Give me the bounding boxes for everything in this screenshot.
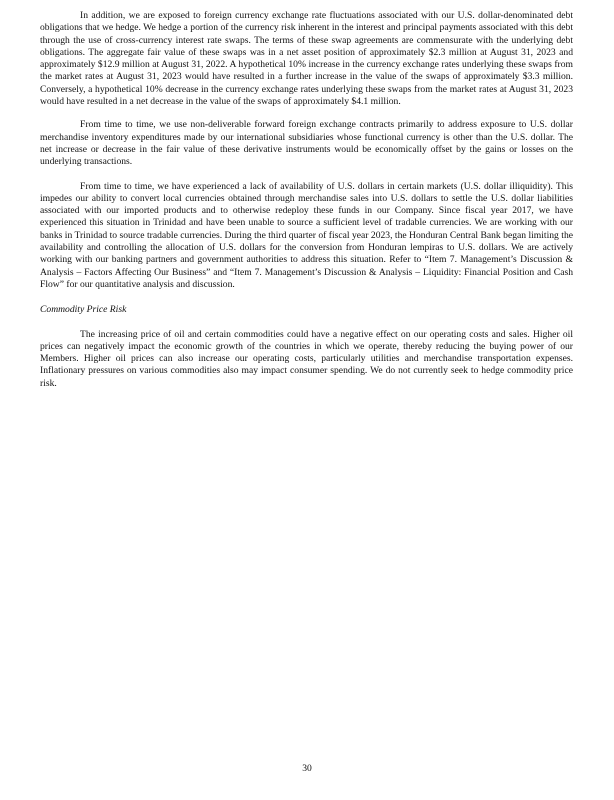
- section-heading-commodity-price-risk: Commodity Price Risk: [40, 304, 127, 316]
- paragraph-dollar-illiquidity: From time to time, we have experienced a lack of availability of U.S. dollars in certain markets (U.S. dollar illiquidity). This impedes our ability to convert local currencies obtained through merchandise sales into U.S. dollars to settle the U.S. dollar liabilities associated with our imported products and to otherwise redeploy these funds in our Company. Since fiscal year 2017, we have experienced this situation in Trinidad and have been unable to source a sufficient level of tradable currencies. We are working with our banks in Trinidad to source tradable currencies. During the third quarter of fiscal year 2023, the Honduran Central Bank began limiting the availability and controlling the allocation of U.S. dollars for the conversion from Honduran lempiras to U.S. dollars. We are actively working with our banking partners and government authorities to address this situation. Refer to “Item 7. Management’s Discussion & Analysis – Factors Affecting Our Business” and “Item 7. Management’s Discussion & Analysis – Liquidity: Financial Position and Cash Flow” for our quantitative analysis and discussion.: [40, 180, 573, 290]
- paragraph-commodity-price-risk: The increasing price of oil and certain commodities could have a negative effect on our operating costs and sales. Higher oil prices can negatively impact the economic growth of the countries in which we operate, thereby reducing the buying power of our Members. Higher oil prices can also increase our operating costs, particularly utilities and merchandise transportation expenses. Inflationary pressures on various commodities also may impact consumer spending. We do not currently seek to hedge commodity price risk.: [40, 328, 573, 389]
- paragraph-currency-swaps: In addition, we are exposed to foreign currency exchange rate fluctuations associated with our U.S. dollar-denominated debt obligations that we hedge. We hedge a portion of the currency risk inherent in the interest and principal payments associated with this debt through the use of cross-currency interest rate swaps. The terms of these swap agreements are commensurate with the underlying debt obligations. The aggregate fair value of these swaps was in a net asset position of approximately $2.3 million at August 31, 2023 and approximately $12.9 million at August 31, 2022. A hypothetical 10% increase in the currency exchange rates underlying these swaps from the market rates at August 31, 2023 would have resulted in a further increase in the value of the swaps of approximately $3.3 million. Conversely, a hypothetical 10% decrease in the currency exchange rates underlying these swaps from the market rates at August 31, 2023 would have resulted in a net decrease in the value of the swaps of approximately $4.1 million.: [40, 10, 573, 108]
- page-number: 30: [302, 763, 312, 774]
- document-body: [40, 10, 573, 390]
- paragraph-forward-contracts: From time to time, we use non-deliverable forward foreign exchange contracts primarily to address exposure to U.S. dollar merchandise inventory expenditures made by our international subsidiaries whose functional currency is other than the U.S. dollar. The net increase or decrease in the fair value of these derivative instruments would be economically offset by the gains or losses on the underlying transactions.: [40, 119, 573, 168]
